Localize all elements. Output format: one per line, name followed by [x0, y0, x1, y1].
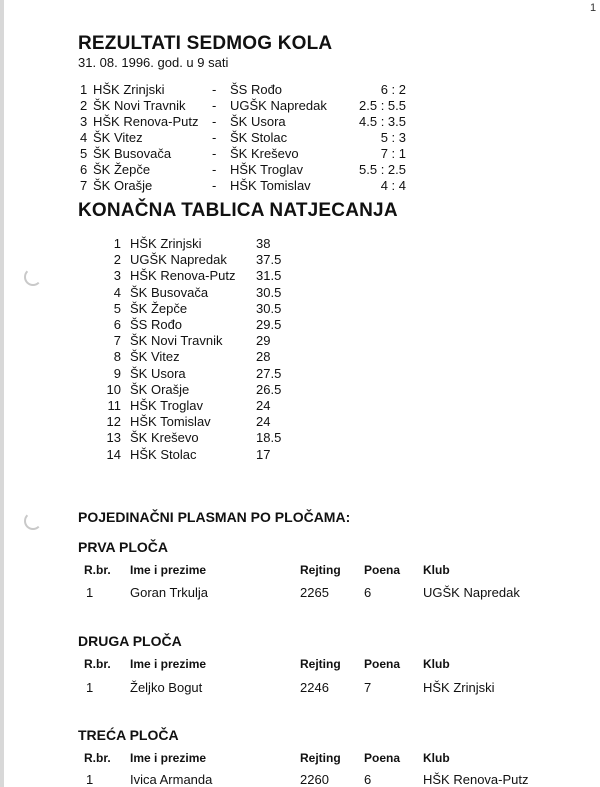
individual-title: POJEDINAČNI PLASMAN PO PLOČAMA:: [78, 509, 351, 525]
match-separator: -: [212, 82, 217, 97]
standings-row: [93, 268, 313, 284]
col-rating: Rejting: [300, 563, 341, 577]
home-team: HŠK Renova-Putz: [93, 114, 199, 129]
standings-row: [93, 349, 313, 365]
col-club: Klub: [423, 563, 450, 577]
player-rating: 2260: [300, 772, 329, 787]
standings-row: [93, 366, 313, 382]
result-row: [80, 146, 406, 162]
club-points: 29: [256, 333, 271, 349]
col-rbr: R.br.: [84, 657, 111, 671]
col-name: Ime i prezime: [130, 751, 207, 765]
result-number: 2: [80, 98, 88, 113]
match-score: 7 : 1: [380, 146, 406, 161]
standings-table: [93, 236, 313, 464]
club-points: 26.5: [256, 381, 282, 397]
rank: 1: [113, 236, 121, 251]
away-team: ŠS Rođo: [230, 82, 283, 97]
standings-row: [93, 414, 313, 430]
player-rating: 2246: [300, 680, 329, 695]
home-team: ŠK Busovača: [93, 146, 172, 161]
rank: 11: [107, 398, 121, 413]
rank: 14: [106, 446, 121, 462]
page-subtitle: 31. 08. 1996. god. u 9 sati: [78, 55, 229, 70]
club-name: ŠK Vitez: [130, 349, 180, 365]
board-title: PRVA PLOČA: [78, 539, 168, 555]
away-team: HŠK Troglav: [230, 162, 303, 177]
result-row: [80, 98, 406, 114]
player-club: HŠK Zrinjski: [423, 680, 495, 695]
col-points: Poena: [364, 751, 401, 765]
home-team: ŠK Orašje: [93, 178, 153, 193]
punch-hole-mark: [24, 268, 42, 286]
rank: 2: [113, 252, 121, 268]
player-name: Ivica Armanda: [130, 772, 213, 787]
col-rbr: R.br.: [84, 563, 111, 577]
match-separator: -: [212, 146, 217, 161]
club-name: ŠK Busovača: [130, 284, 209, 300]
club-name: ŠK Novi Travnik: [130, 333, 223, 349]
away-team: HŠK Tomislav: [230, 178, 311, 193]
result-number: 7: [80, 178, 88, 193]
club-points: 30.5: [256, 300, 282, 316]
standings-row: [93, 317, 313, 333]
result-row: [80, 130, 406, 146]
result-row: [80, 82, 406, 98]
round-results: [80, 82, 406, 197]
player-club: UGŠK Napredak: [423, 585, 520, 600]
match-separator: -: [212, 114, 217, 129]
board-title: TREĆA PLOČA: [78, 727, 179, 743]
rank: 8: [113, 349, 121, 365]
match-score: 5 : 3: [380, 130, 406, 145]
match-score: 4.5 : 3.5: [359, 114, 406, 129]
club-name: UGŠK Napredak: [130, 252, 227, 268]
home-team: ŠK Novi Travnik: [93, 98, 186, 113]
home-team: ŠK Žepče: [93, 162, 151, 177]
page-number: 1: [590, 2, 597, 14]
result-row: [80, 178, 406, 194]
match-separator: -: [212, 162, 217, 177]
rank: 10: [106, 381, 121, 397]
player-name: Željko Bogut: [130, 680, 203, 695]
player-points: 6: [364, 585, 372, 600]
rank: 9: [113, 365, 121, 381]
standings-row: [93, 252, 313, 268]
rank: 5: [113, 300, 121, 316]
match-separator: -: [212, 178, 217, 193]
home-team: ŠK Vitez: [93, 130, 143, 145]
rank: 3: [113, 268, 121, 284]
club-points: 28: [256, 349, 271, 365]
club-points: 38: [256, 236, 271, 251]
rank: 7: [113, 333, 121, 349]
club-points: 31.5: [256, 268, 282, 284]
result-row: [80, 162, 406, 178]
result-number: 1: [80, 82, 88, 97]
rank: 12: [106, 414, 121, 430]
result-number: 4: [80, 130, 88, 145]
player-rbr: 1: [86, 680, 94, 695]
col-name: Ime i prezime: [130, 563, 207, 577]
standings-row: [93, 382, 313, 398]
col-rbr: R.br.: [84, 751, 111, 765]
club-name: HŠK Stolac: [130, 446, 197, 462]
standings-row: [93, 447, 313, 463]
player-name: Goran Trkulja: [130, 585, 209, 600]
col-club: Klub: [423, 657, 450, 671]
club-name: HŠK Tomislav: [130, 414, 211, 430]
col-points: Poena: [364, 563, 401, 577]
rank: 6: [113, 317, 121, 332]
match-separator: -: [212, 98, 217, 113]
match-score: 5.5 : 2.5: [359, 162, 406, 177]
away-team: UGŠK Napredak: [230, 98, 327, 113]
col-club: Klub: [423, 751, 450, 765]
match-separator: -: [212, 130, 217, 145]
match-score: 4 : 4: [380, 178, 406, 193]
standings-row: [93, 333, 313, 349]
standings-row: [93, 285, 313, 301]
standings-title: KONAČNA TABLICA NATJECANJA: [78, 200, 398, 221]
club-points: 27.5: [256, 365, 282, 381]
result-number: 5: [80, 146, 88, 161]
punch-hole-mark: [24, 512, 42, 530]
away-team: ŠK Usora: [230, 114, 286, 129]
player-rbr: 1: [86, 772, 94, 787]
player-rbr: 1: [86, 585, 94, 600]
player-points: 6: [364, 772, 372, 787]
club-name: HŠK Zrinjski: [130, 236, 202, 251]
player-club: HŠK Renova-Putz: [423, 772, 529, 787]
match-score: 6 : 2: [380, 82, 406, 97]
result-number: 6: [80, 162, 88, 177]
club-name: HŠK Troglav: [130, 398, 203, 413]
col-rating: Rejting: [300, 657, 341, 671]
club-points: 30.5: [256, 284, 282, 300]
standings-row: [93, 236, 313, 252]
rank: 13: [106, 430, 121, 446]
result-number: 3: [80, 114, 88, 129]
club-name: ŠS Rođo: [130, 317, 183, 332]
scan-edge: [0, 0, 4, 787]
rank: 4: [113, 284, 121, 300]
match-score: 2.5 : 5.5: [359, 98, 406, 113]
club-name: HŠK Renova-Putz: [130, 268, 236, 284]
club-name: ŠK Žepče: [130, 300, 188, 316]
standings-row: [93, 301, 313, 317]
club-points: 24: [256, 414, 271, 430]
away-team: ŠK Kreševo: [230, 146, 299, 161]
col-points: Poena: [364, 657, 401, 671]
club-name: ŠK Kreševo: [130, 430, 199, 446]
standings-row: [93, 430, 313, 446]
col-name: Ime i prezime: [130, 657, 207, 671]
col-rating: Rejting: [300, 751, 341, 765]
player-rating: 2265: [300, 585, 329, 600]
standings-row: [93, 398, 313, 414]
club-points: 37.5: [256, 252, 282, 268]
club-points: 24: [256, 398, 271, 413]
club-points: 29.5: [256, 317, 282, 332]
club-name: ŠK Usora: [130, 365, 186, 381]
player-points: 7: [364, 680, 372, 695]
away-team: ŠK Stolac: [230, 130, 288, 145]
club-name: ŠK Orašje: [130, 381, 190, 397]
home-team: HŠK Zrinjski: [93, 82, 165, 97]
club-points: 17: [256, 446, 271, 462]
club-points: 18.5: [256, 430, 282, 446]
result-row: [80, 114, 406, 130]
page-title: REZULTATI SEDMOG KOLA: [78, 33, 333, 54]
board-title: DRUGA PLOČA: [78, 633, 182, 649]
